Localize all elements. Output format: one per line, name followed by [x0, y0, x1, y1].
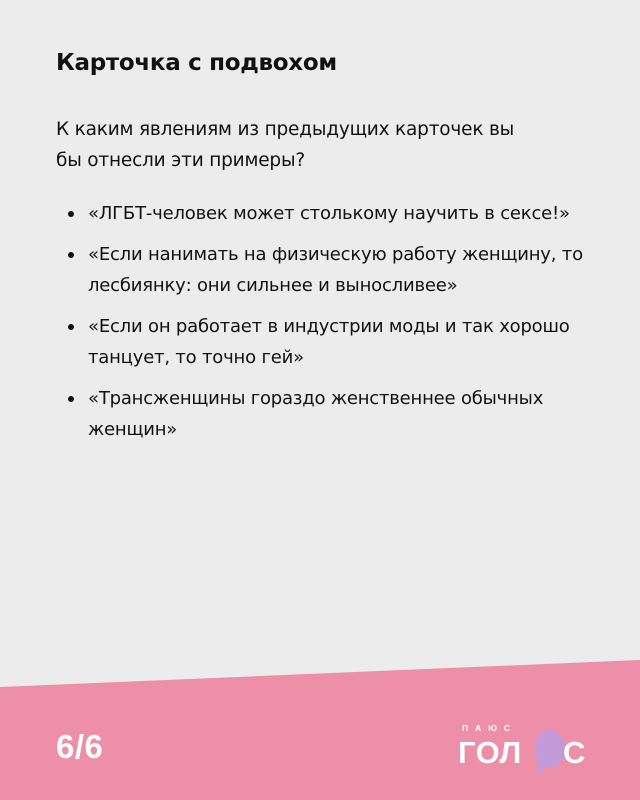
logo-last-letter: С — [563, 735, 586, 770]
example-item — [56, 383, 596, 445]
question-text: К каким явлениям из предыдущих карточек вы бы отнесли эти примеры? — [56, 119, 515, 171]
speech-bubble-icon — [535, 730, 565, 776]
example-text: «ЛГБТ-человек может столькому научить в сексе!» — [88, 203, 570, 224]
bullet-icon — [68, 211, 74, 217]
example-text: «Если он работает в индустрии моды и так хорошо танцует, то точно гей» — [88, 316, 570, 368]
golos-logo — [452, 718, 592, 780]
example-item — [56, 198, 596, 229]
example-text: «Трансженщины гораздо женственнее обычных женщин» — [88, 388, 544, 440]
logo-main-text: ГОЛ — [458, 735, 522, 770]
example-item — [56, 311, 596, 373]
examples-list — [56, 198, 596, 455]
bullet-icon — [68, 324, 74, 330]
bullet-icon — [68, 396, 74, 402]
card-title: Карточка с подвохом — [56, 50, 337, 76]
bullet-icon — [68, 252, 74, 258]
logo-small-text: ПАЮС — [462, 723, 518, 733]
page-counter: 6/6 — [56, 728, 104, 765]
example-item — [56, 239, 596, 301]
example-text: «Если нанимать на физическую работу женщину, то лесбиянку: они сильнее и выносливее» — [88, 244, 583, 296]
